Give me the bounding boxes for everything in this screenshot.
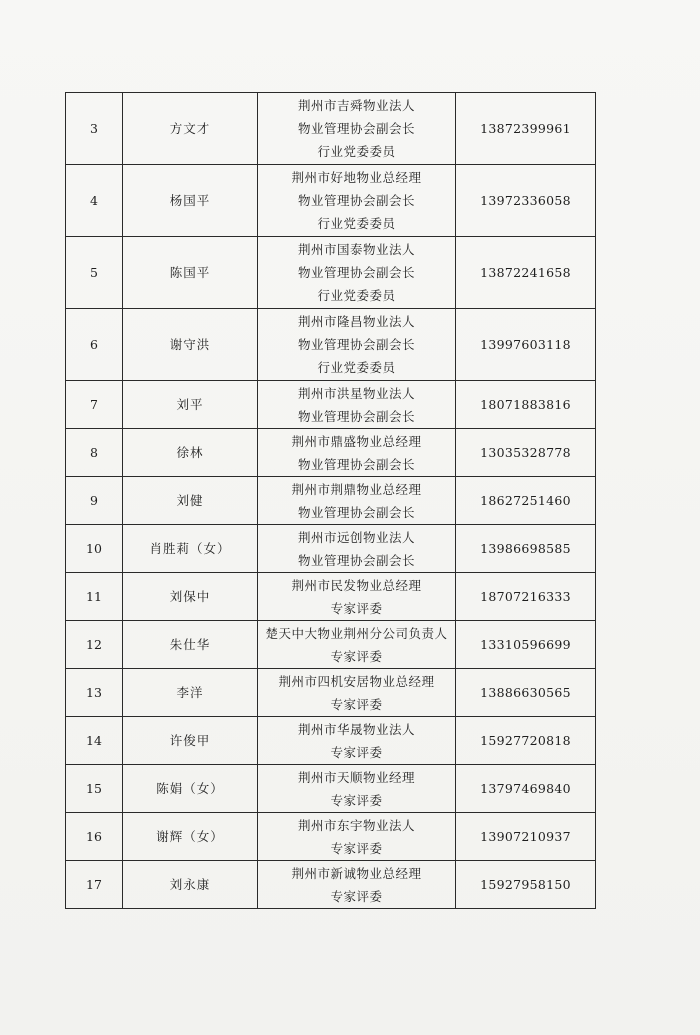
phone-number: 13797469840: [456, 765, 596, 813]
role-line: 专家评委: [330, 696, 383, 712]
role-line: 荆州市华晟物业法人: [297, 721, 415, 737]
role-line: 荆州市荆鼎物业总经理: [291, 481, 422, 497]
phone-number: 18627251460: [456, 477, 596, 525]
role-line: 物业管理协会副会长: [297, 456, 415, 472]
phone-number: 15927720818: [456, 717, 596, 765]
phone-number: 13986698585: [456, 525, 596, 573]
table-row: [66, 93, 596, 165]
role-line: 荆州市东宇物业法人: [297, 817, 415, 833]
row-number: 6: [66, 309, 123, 381]
table-row: [66, 477, 596, 525]
member-role: [258, 165, 456, 237]
table-row: [66, 813, 596, 861]
table-row: [66, 309, 596, 381]
member-name: 刘平: [123, 381, 258, 429]
table-row: [66, 429, 596, 477]
table-row: [66, 669, 596, 717]
member-role: [258, 477, 456, 525]
role-line: 行业党委委员: [317, 360, 396, 375]
member-name: 方文才: [123, 93, 258, 165]
member-name: 刘永康: [123, 861, 258, 909]
role-line: 荆州市洪星物业法人: [297, 385, 415, 401]
phone-number: 13997603118: [456, 309, 596, 381]
role-line: 荆州市吉舜物业法人: [297, 98, 415, 113]
member-name: 李洋: [123, 669, 258, 717]
member-role: [258, 621, 456, 669]
table-row: [66, 717, 596, 765]
member-name: 朱仕华: [123, 621, 258, 669]
row-number: 17: [66, 861, 123, 909]
role-line: 专家评委: [330, 600, 383, 616]
member-role: [258, 861, 456, 909]
member-name: 刘保中: [123, 573, 258, 621]
member-role: [258, 813, 456, 861]
member-role: [258, 717, 456, 765]
role-line: 荆州市隆昌物业法人: [297, 314, 415, 329]
role-line: 行业党委委员: [317, 288, 396, 303]
role-line: 荆州市天顺物业经理: [297, 769, 415, 785]
row-number: 9: [66, 477, 123, 525]
phone-number: 13886630565: [456, 669, 596, 717]
phone-number: 18707216333: [456, 573, 596, 621]
member-name: 许俊甲: [123, 717, 258, 765]
table-row: [66, 237, 596, 309]
phone-number: 13310596699: [456, 621, 596, 669]
row-number: 14: [66, 717, 123, 765]
phone-number: 13907210937: [456, 813, 596, 861]
role-line: 荆州市新诚物业总经理: [291, 865, 422, 881]
role-line: 物业管理协会副会长: [297, 552, 415, 568]
row-number: 15: [66, 765, 123, 813]
phone-number: 18071883816: [456, 381, 596, 429]
member-name: 陈娟（女）: [123, 765, 258, 813]
table-row: [66, 621, 596, 669]
member-role: [258, 93, 456, 165]
member-name: 肖胜莉（女）: [123, 525, 258, 573]
table-row: [66, 381, 596, 429]
member-name: 杨国平: [123, 165, 258, 237]
member-role: [258, 237, 456, 309]
row-number: 4: [66, 165, 123, 237]
role-line: 专家评委: [330, 744, 383, 760]
member-name: 谢辉（女）: [123, 813, 258, 861]
role-line: 专家评委: [330, 648, 383, 664]
row-number: 3: [66, 93, 123, 165]
role-line: 楚天中大物业荆州分公司负责人: [265, 625, 448, 641]
member-table: [65, 92, 596, 909]
table-row: [66, 765, 596, 813]
table-row: [66, 861, 596, 909]
role-line: 物业管理协会副会长: [297, 265, 415, 280]
member-role: [258, 573, 456, 621]
row-number: 10: [66, 525, 123, 573]
table-row: [66, 165, 596, 237]
phone-number: 13872241658: [456, 237, 596, 309]
row-number: 16: [66, 813, 123, 861]
role-line: 荆州市国泰物业法人: [297, 242, 415, 257]
member-name: 陈国平: [123, 237, 258, 309]
role-line: 荆州市远创物业法人: [297, 529, 415, 545]
role-line: 专家评委: [330, 888, 383, 904]
role-line: 行业党委委员: [317, 216, 396, 231]
phone-number: 13972336058: [456, 165, 596, 237]
table-row: [66, 525, 596, 573]
role-line: 物业管理协会副会长: [297, 121, 415, 136]
phone-number: 15927958150: [456, 861, 596, 909]
row-number: 7: [66, 381, 123, 429]
phone-number: 13035328778: [456, 429, 596, 477]
member-name: 徐林: [123, 429, 258, 477]
member-name: 谢守洪: [123, 309, 258, 381]
role-line: 荆州市四机安居物业总经理: [278, 673, 435, 689]
member-role: [258, 525, 456, 573]
row-number: 11: [66, 573, 123, 621]
role-line: 物业管理协会副会长: [297, 408, 415, 424]
phone-number: 13872399961: [456, 93, 596, 165]
member-role: [258, 669, 456, 717]
role-line: 荆州市民发物业总经理: [291, 577, 422, 593]
role-line: 专家评委: [330, 792, 383, 808]
role-line: 物业管理协会副会长: [297, 193, 415, 208]
row-number: 12: [66, 621, 123, 669]
row-number: 13: [66, 669, 123, 717]
member-role: [258, 765, 456, 813]
role-line: 行业党委委员: [317, 144, 396, 159]
table-row: [66, 573, 596, 621]
role-line: 荆州市鼎盛物业总经理: [291, 433, 422, 449]
role-line: 荆州市好地物业总经理: [291, 170, 422, 185]
member-name: 刘健: [123, 477, 258, 525]
member-role: [258, 309, 456, 381]
role-line: 专家评委: [330, 840, 383, 856]
member-role: [258, 429, 456, 477]
member-role: [258, 381, 456, 429]
row-number: 5: [66, 237, 123, 309]
role-line: 物业管理协会副会长: [297, 504, 415, 520]
role-line: 物业管理协会副会长: [297, 337, 415, 352]
row-number: 8: [66, 429, 123, 477]
